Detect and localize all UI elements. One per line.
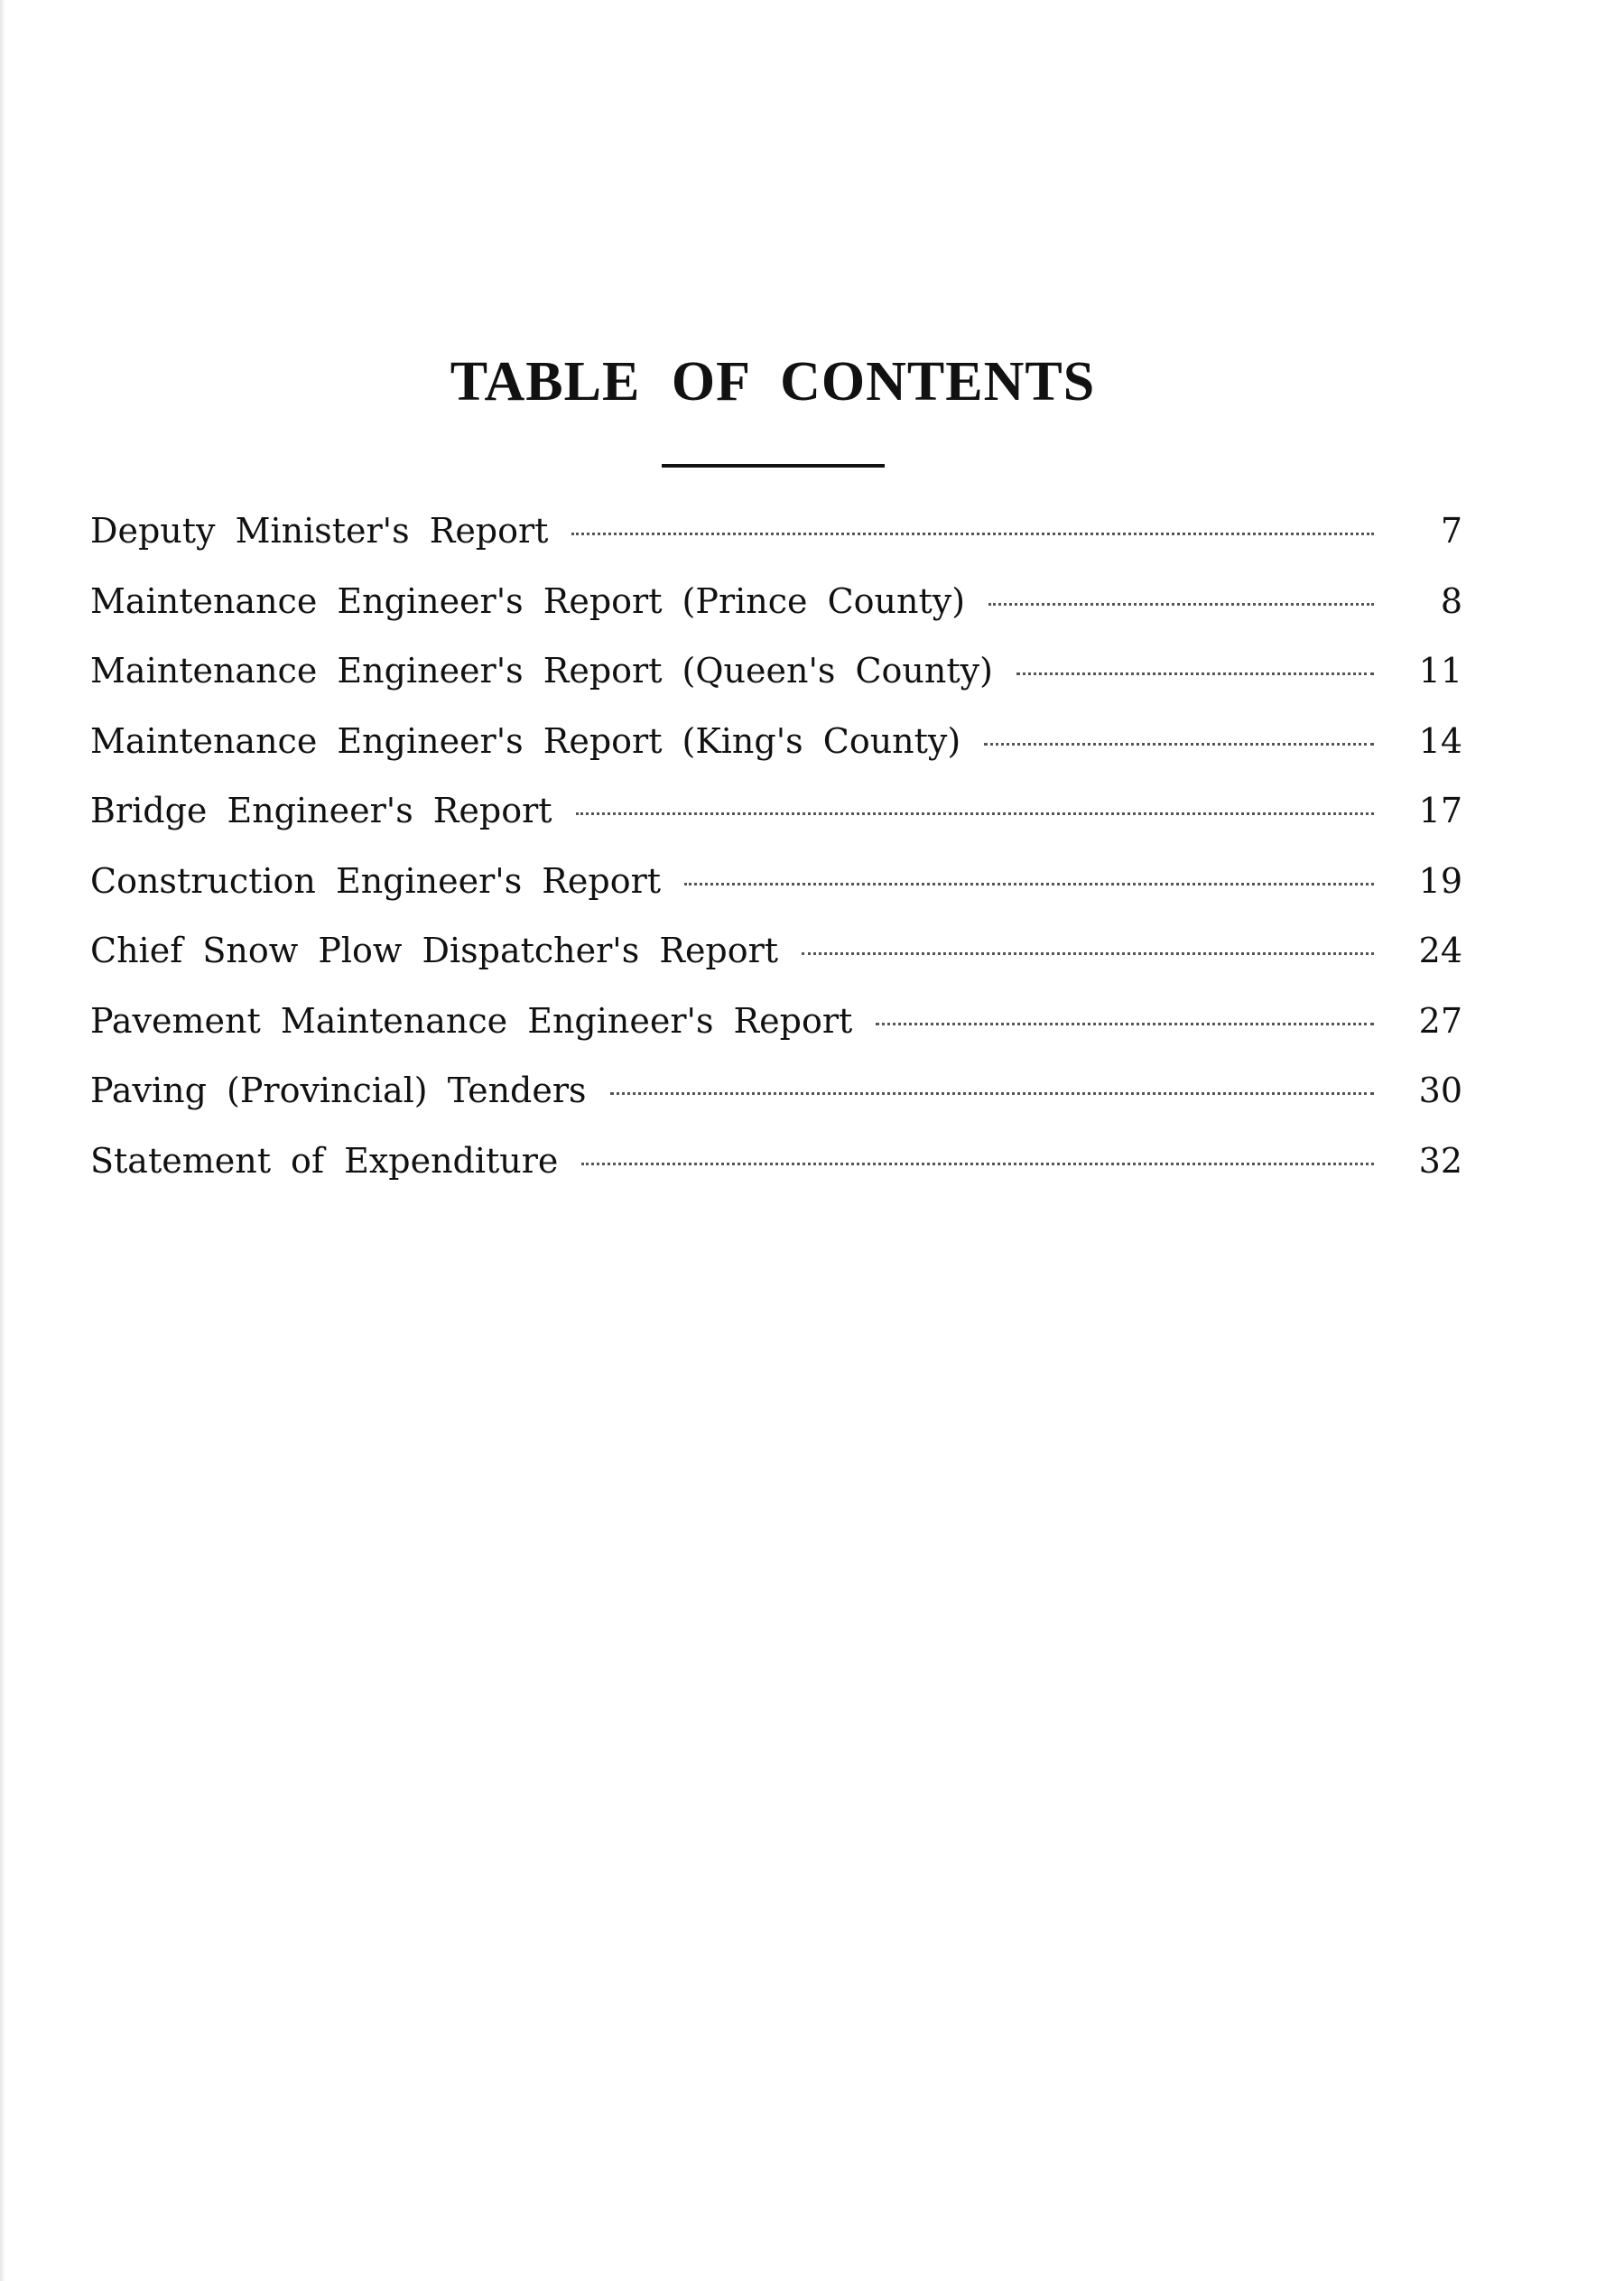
dot-leader <box>576 812 1374 815</box>
toc-entry-page-number: 27 <box>1418 1000 1462 1041</box>
toc-entry-page-number: 24 <box>1418 931 1462 970</box>
toc-entry <box>90 776 1462 847</box>
dot-leader <box>988 603 1374 606</box>
page-title: TABLE OF CONTENTS <box>450 351 1096 413</box>
toc-entry-page-number: 30 <box>1418 1071 1462 1110</box>
toc-entry <box>90 1127 1462 1197</box>
toc-entry-label: Maintenance Engineer's Report (Prince County) <box>90 580 966 621</box>
dot-leader <box>802 952 1374 955</box>
toc-entry-label: Statement of Expenditure <box>90 1140 559 1181</box>
toc-entry-label: Bridge Engineer's Report <box>90 791 552 830</box>
toc-entry-page-number: 32 <box>1418 1140 1462 1181</box>
dot-leader <box>610 1092 1374 1095</box>
toc-entry <box>90 916 1462 987</box>
toc-entry-page-number: 7 <box>1440 511 1462 551</box>
toc-entry <box>90 636 1462 707</box>
toc-entry-page-number: 14 <box>1418 720 1462 761</box>
toc-entry-label: Construction Engineer's Report <box>90 860 662 901</box>
toc-entry-label: Chief Snow Plow Dispatcher's Report <box>90 931 779 970</box>
table-of-contents <box>90 496 1462 1196</box>
toc-entry <box>90 847 1462 917</box>
toc-entry-page-number: 19 <box>1418 860 1462 901</box>
toc-entry <box>90 987 1462 1057</box>
toc-entry-page-number: 11 <box>1418 651 1462 691</box>
toc-entry-page-number: 17 <box>1418 791 1462 830</box>
toc-entry-page-number: 8 <box>1440 580 1462 621</box>
toc-entry <box>90 496 1462 567</box>
dot-leader <box>581 1163 1374 1165</box>
dot-leader <box>984 743 1374 746</box>
title-underline-rule <box>662 464 885 468</box>
dot-leader <box>684 883 1374 886</box>
toc-entry <box>90 1056 1462 1127</box>
toc-entry-label: Maintenance Engineer's Report (Queen's County) <box>90 651 993 691</box>
dot-leader <box>1016 672 1374 675</box>
toc-entry <box>90 567 1462 637</box>
toc-entry-label: Paving (Provincial) Tenders <box>90 1071 587 1110</box>
dot-leader <box>571 533 1374 535</box>
toc-entry-label: Pavement Maintenance Engineer's Report <box>90 1000 853 1041</box>
dot-leader <box>876 1023 1374 1025</box>
page-edge-shadow <box>0 0 5 2281</box>
toc-entry-label: Deputy Minister's Report <box>90 511 549 551</box>
toc-entry-label: Maintenance Engineer's Report (King's County) <box>90 720 961 761</box>
toc-entry <box>90 707 1462 777</box>
